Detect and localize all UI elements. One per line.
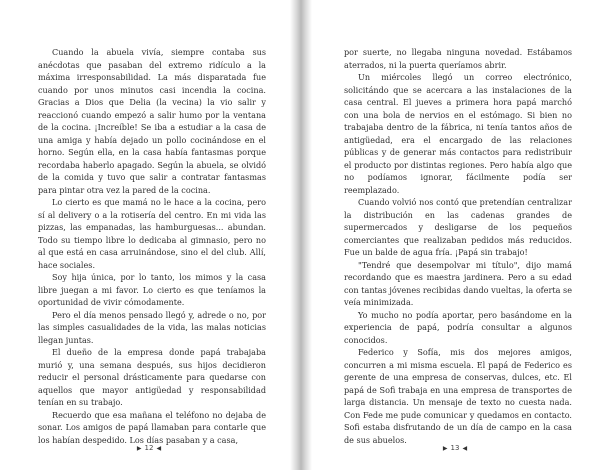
page-number-left <box>119 444 179 452</box>
paragraph: Pero el día menos pensado llegó y, adrede o no, por las simples casualidades de la vida, las malas noticias llegan juntas. <box>38 309 266 345</box>
triangle-right-icon: ▶ <box>136 445 142 452</box>
left-page-text <box>38 46 266 446</box>
page-number-right <box>425 444 485 452</box>
triangle-left-icon: ◀ <box>462 445 468 452</box>
book-gutter <box>290 0 312 470</box>
right-page-text <box>344 46 572 446</box>
left-page <box>0 0 298 470</box>
paragraph: "Tendré que desempolvar mi título", dijo mamá recordando que es maestra jardinera. Pero a su edad con tantas jóvenes recibidas dando vueltas, la oferta se veía minimizada. <box>344 259 572 307</box>
paragraph: Cuando volvió nos contó que pretendían centralizar la distribución en las cadenas grandes de supermercados y desligarse de los pequeños comerciantes que realizaban pedidos más reducidos. Fue un balde de agua fría. ¡Papá sin trabajo! <box>344 197 572 257</box>
paragraph: por suerte, no llegaba ninguna novedad. Estábamos aterrados, ni la puerta queríamos abrir. <box>344 47 572 70</box>
right-page <box>302 0 600 470</box>
triangle-right-icon: ▶ <box>442 445 448 452</box>
paragraph: Soy hija única, por lo tanto, los mimos y la casa libre juegan a mi favor. Lo cierto es que teníamos la oportunidad de vivir cómodamente. <box>38 272 266 307</box>
paragraph: El dueño de la empresa donde papá trabajaba murió y, una semana después, sus hijos decidieron reducir el personal drásticamente para quedarse con aquellos que mayor antigüedad y responsabilidad tenían en su trabajo. <box>38 347 266 407</box>
triangle-left-icon: ◀ <box>156 445 162 452</box>
paragraph: Federico y Sofía, mis dos mejores amigos, concurren a mi misma escuela. El papá de Federico es gerente de una empresa de conservas, dulces, etc. El papá de Sofi trabaja en una empresa de transportes de larga distancia. Un mensaje de texto no cuesta nada. Con Fede me pude comunicar y quedamos en contacto. Sofi estaba disfrutando de un día de campo en la casa de sus abuelos. <box>344 347 572 445</box>
folio-number: 13 <box>450 444 460 452</box>
paragraph: Cuando la abuela vivía, siempre contaba sus anécdotas que pasaban del extremo ridículo a la máxima irresponsabilidad. La más disparatada fue cuando por unos minutos casi incendia la cocina. Gracias a Dios que Delia (la vecina) la vio salir y reaccionó cuando empezó a salir humo por la ventana de la cocina. ¡Increíble! Se iba a estudiar a la casa de una amiga y había dejado un pollo cocinándose en el horno. Según ella, en la casa había fantasmas porque recordaba haberlo apagado. Según la abuela, se olvidó de la comida y tuvo que salir a contratar fantasmas para pintar otra vez la pared de la cocina. <box>38 47 266 195</box>
paragraph: Un miércoles llegó un correo electrónico, solicitándo que se acercara a las instalaciones de la casa central. El jueves a primera hora papá marchó con una bola de nervios en el estómago. Si bien no trabajaba dentro de la fábrica, ni tenía tantos años de antigüedad, era el encargado de las relaciones públicas y de generar más contactos para redistribuir el producto por distintas regiones. Pero había algo que no podíamos ignorar, fácilmente podía ser reemplazado. <box>344 72 572 195</box>
paragraph: Yo mucho no podía aportar, pero basándome en la experiencia de papá, podría consultar a algunos conocidos. <box>344 309 572 345</box>
paragraph: Lo cierto es que mamá no le hace a la cocina, pero sí al delivery o a la rotisería del centro. En mi vida las pizzas, las empanadas, las hamburguesas... abundan. Todo su tiempo libre lo dedicaba al gimnasio, pero no al que está en casa arruinándose, sino el del club. Allí, hace sociales. <box>38 197 266 270</box>
paragraph: Recuerdo que esa mañana el teléfono no dejaba de sonar. Los amigos de papá llamaban para contarle que los habían despedido. Los días pasaban y a casa, <box>38 409 266 445</box>
folio-number: 12 <box>144 444 154 452</box>
